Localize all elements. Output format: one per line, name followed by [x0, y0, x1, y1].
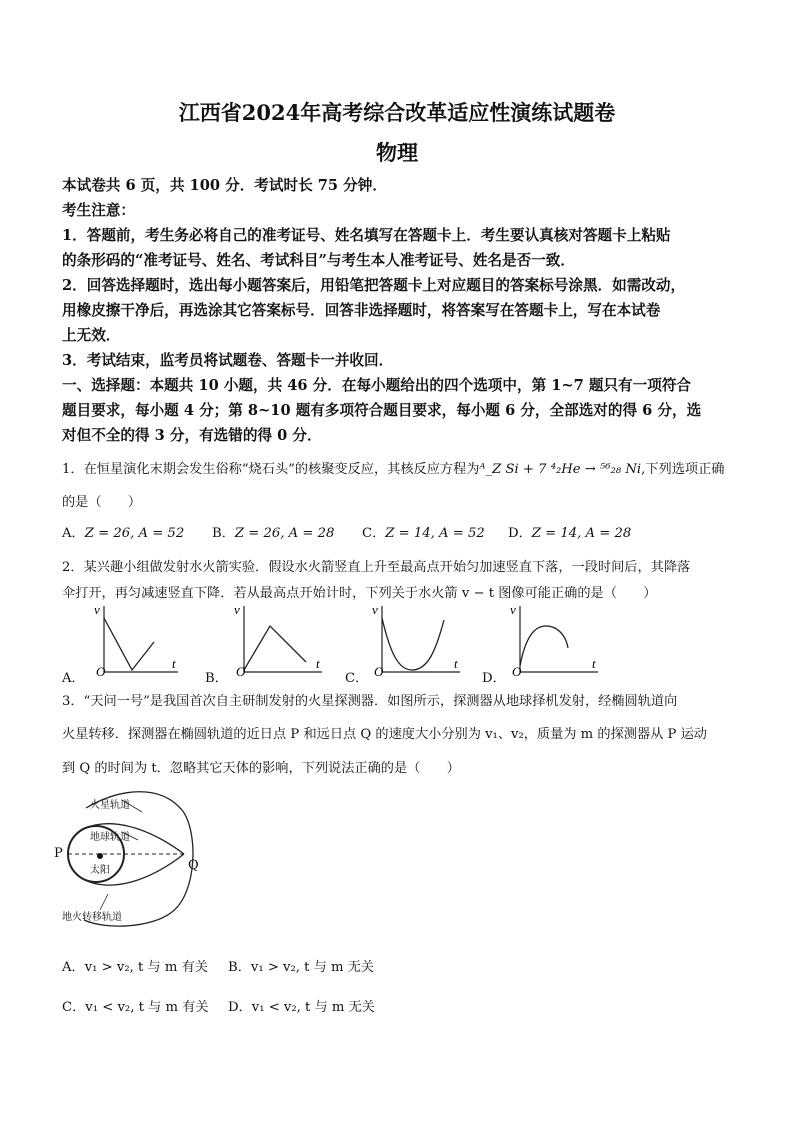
- subject-title: 物理: [376, 140, 418, 165]
- origin-label: O: [512, 664, 522, 676]
- q3-option-c: C．v₁ < v₂, t 与 m 有关: [62, 1000, 209, 1015]
- q1-option-d: D．Z = 14, A = 28: [508, 526, 632, 541]
- section-heading-b: 题目要求，每小题 4 分；第 8~10 题有多项符合题目要求，每小题 6 分，全部选对的得 6 分，选: [62, 402, 702, 419]
- exam-title: 江西省2024年高考综合改革适应性演练试题卷: [178, 100, 616, 125]
- notice-item-2b: 用橡皮擦干净后，再选涂其它答案标号．回答非选择题时，将答案写在答题卡上，写在本试卷: [62, 302, 661, 319]
- axis-v-label: v: [510, 604, 516, 617]
- q1-option-c: C．Z = 14, A = 52: [362, 526, 485, 541]
- point-p-label: P: [54, 846, 63, 861]
- axis-v-label: v: [372, 604, 378, 617]
- q2-stem-b: 伞打开，再匀减速竖直下降．若从最高点开始计时，下列关于水火箭 v − t 图像可能正确的是（ ）: [62, 586, 657, 601]
- q2-graph-b: [232, 604, 327, 676]
- exam-info: 本试卷共 6 页，共 100 分．考试时长 75 分钟．: [62, 177, 387, 194]
- sun-dot: [97, 853, 103, 859]
- q1-stem-tail: ,下列选项正确: [641, 462, 725, 477]
- q2-graph-c: [370, 604, 465, 676]
- notice-item-1a: 1．答题前，考生务必将自己的准考证号、姓名填写在答题卡上．考生要认真核对答题卡上粘贴: [62, 227, 671, 244]
- q1-equation: ᴬ_Z Si + 7 ⁴₂He → ⁵⁶₂₈ Ni: [479, 462, 642, 477]
- point-q-label: Q: [188, 858, 199, 873]
- q1-option-a: A．Z = 26, A = 52: [62, 526, 185, 541]
- q3-stem-c: 到 Q 的时间为 t．忽略其它天体的影响，下列说法正确的是（ ）: [62, 761, 460, 776]
- notice-item-3: 3．考试结束，监考员将试题卷、答题卡一并收回．: [62, 352, 394, 369]
- origin-label: O: [96, 664, 106, 676]
- axis-t-label: t: [454, 656, 458, 671]
- transfer-orbit-label: 地火转移轨道: [62, 912, 122, 923]
- q1-option-b: B．Z = 26, A = 28: [212, 526, 335, 541]
- mars-orbit-label: 火星轨道: [90, 800, 130, 811]
- transfer-orbit-bottom: [68, 854, 184, 885]
- q3-option-a: A．v₁ > v₂, t 与 m 有关: [62, 960, 208, 975]
- section-heading-a: 一、选择题：本题共 10 小题，共 46 分．在每小题给出的四个选项中，第 1~7 题只有一项符合: [62, 377, 692, 394]
- q3-orbit-figure: [54, 782, 210, 932]
- q1-stem-b: 的是（ ）: [62, 495, 142, 510]
- earth-orbit-label: 地球轨道: [90, 832, 130, 843]
- axis-v-label: v: [94, 604, 100, 617]
- q2-graph-a: [92, 604, 182, 676]
- q2-graph-b-label: B．: [205, 671, 228, 686]
- section-heading-c: 对但不全的得 3 分，有选错的得 0 分．: [62, 427, 322, 444]
- q2-graph-d-label: D．: [482, 671, 506, 686]
- q2-graph-c-label: C．: [345, 671, 369, 686]
- q3-stem-a: 3．“天问一号”是我国首次自主研制发射的火星探测器．如图所示，探测器从地球择机发射，经椭圆轨道向: [62, 694, 678, 709]
- q3-stem-b: 火星转移．探测器在椭圆轨道的近日点 P 和远日点 Q 的速度大小分别为 v₁、v₂，质量为 m 的探测器从 P 运动: [62, 727, 707, 742]
- q3-option-b: B．v₁ > v₂, t 与 m 无关: [228, 960, 375, 975]
- notice-item-2a: 2．回答选择题时，选出每小题答案后，用铅笔把答题卡上对应题目的答案标号涂黑．如需改动，: [62, 277, 686, 294]
- q2-graph-d: [508, 604, 603, 676]
- q2-stem-a: 2．某兴趣小组做发射水火箭实验．假设水火箭竖直上升至最高点开始匀加速竖直下落，一段时间后，其降落: [62, 560, 691, 575]
- notice-item-1b: 的条形码的“准考证号、姓名、考试科目”与考生本人准考证号、姓名是否一致．: [62, 252, 575, 269]
- notice-heading: 考生注意：: [62, 202, 135, 219]
- axis-t-label: t: [172, 656, 176, 671]
- axis-t-label: t: [592, 656, 596, 671]
- origin-label: O: [236, 664, 246, 676]
- q1-stem: [62, 458, 724, 477]
- notice-item-2c: 上无效．: [62, 327, 121, 344]
- origin-label: O: [374, 664, 384, 676]
- q3-option-d: D．v₁ < v₂, t 与 m 无关: [228, 1000, 375, 1015]
- q1-stem-text: 1．在恒星演化末期会发生俗称“烧石头”的核聚变反应，其核反应方程为: [62, 462, 480, 477]
- q2-graph-a-label: A．: [62, 671, 85, 686]
- axis-v-label: v: [234, 604, 240, 617]
- sun-label: 太阳: [90, 865, 110, 876]
- axis-t-label: t: [316, 656, 320, 671]
